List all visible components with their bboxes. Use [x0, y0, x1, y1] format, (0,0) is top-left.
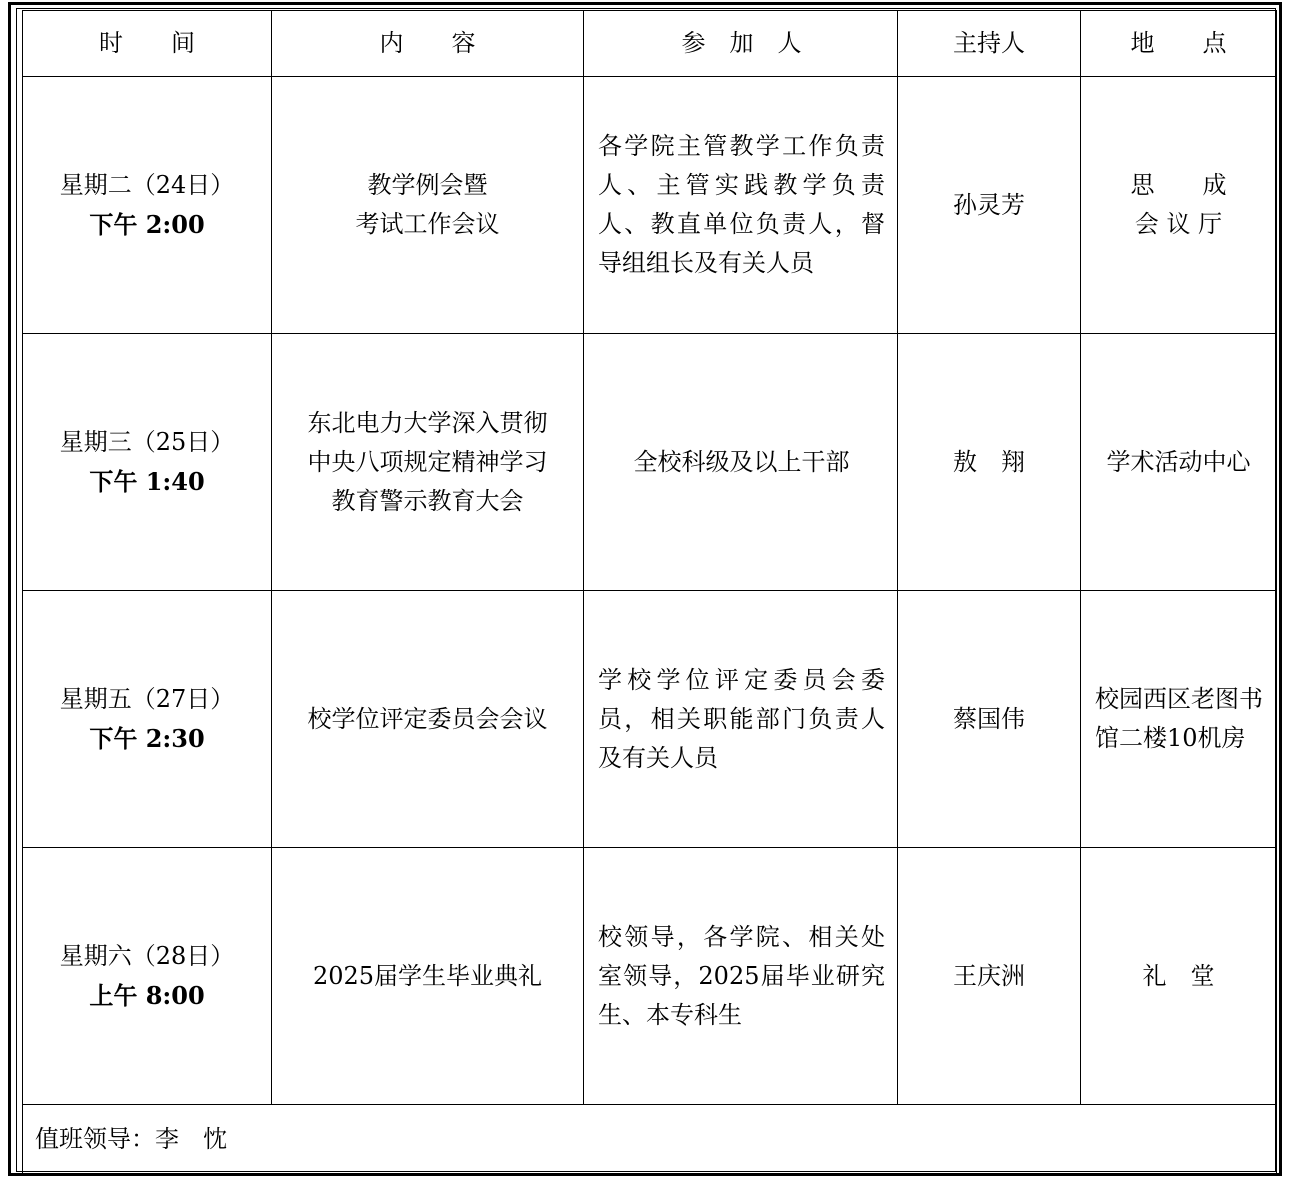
time-cell — [23, 334, 272, 591]
content-line: 2025届学生毕业典礼 — [312, 961, 543, 990]
location-line: 会 议 厅 — [1134, 210, 1223, 238]
table-row — [23, 334, 1277, 591]
participants-cell: 学校学位评定委员会委员，相关职能部门负责人及有关人员 — [584, 591, 898, 848]
participants-cell: 全校科级及以上干部 — [584, 334, 898, 591]
schedule-table — [22, 10, 1277, 1175]
table-row — [23, 77, 1277, 334]
time-clock: 下午 2:30 — [89, 724, 205, 753]
content-line: 中央八项规定精神学习 — [307, 447, 548, 476]
time-clock: 上午 8:00 — [89, 981, 205, 1010]
header-host: 主持人 — [898, 11, 1081, 77]
time-day: 星期二（24日） — [59, 171, 235, 199]
host-cell: 孙灵芳 — [898, 77, 1081, 334]
content-line: 校学位评定委员会会议 — [307, 704, 548, 733]
time-day: 星期六（28日） — [59, 942, 235, 970]
location-cell: 校园西区老图书馆二楼10机房 — [1081, 591, 1277, 848]
location-line: 礼 堂 — [1142, 961, 1215, 990]
header-content: 内 容 — [272, 11, 584, 77]
content-cell — [272, 77, 584, 334]
content-cell — [272, 848, 584, 1105]
time-day: 星期五（27日） — [59, 685, 235, 713]
footer-row — [23, 1105, 1277, 1175]
header-location: 地 点 — [1081, 11, 1277, 77]
header-row — [23, 11, 1277, 77]
content-line: 教育警示教育大会 — [331, 486, 524, 515]
content-line: 东北电力大学深入贯彻 — [307, 408, 548, 437]
duty-leader: 值班领导：李 忱 — [23, 1105, 1277, 1175]
location-line: 学术活动中心 — [1106, 447, 1251, 476]
location-cell — [1081, 848, 1277, 1105]
content-cell — [272, 334, 584, 591]
host-cell: 敖 翔 — [898, 334, 1081, 591]
participants-cell: 各学院主管教学工作负责人、主管实践教学负责人、教直单位负责人，督导组组长及有关人员 — [584, 77, 898, 334]
table-row — [23, 591, 1277, 848]
table-row — [23, 848, 1277, 1105]
location-cell — [1081, 77, 1277, 334]
header-participants: 参 加 人 — [584, 11, 898, 77]
time-clock: 下午 1:40 — [89, 467, 205, 496]
host-cell: 蔡国伟 — [898, 591, 1081, 848]
header-time: 时 间 — [23, 11, 272, 77]
time-day: 星期三（25日） — [59, 428, 235, 456]
time-cell — [23, 591, 272, 848]
host-cell: 王庆洲 — [898, 848, 1081, 1105]
time-cell — [23, 848, 272, 1105]
content-line: 考试工作会议 — [355, 210, 500, 238]
time-clock: 下午 2:00 — [89, 210, 205, 239]
location-cell — [1081, 334, 1277, 591]
content-cell — [272, 591, 584, 848]
participants-cell: 校领导，各学院、相关处室领导，2025届毕业研究生、本专科生 — [584, 848, 898, 1105]
location-line: 思 成 — [1130, 171, 1227, 199]
time-cell — [23, 77, 272, 334]
content-line: 教学例会暨 — [367, 171, 488, 199]
